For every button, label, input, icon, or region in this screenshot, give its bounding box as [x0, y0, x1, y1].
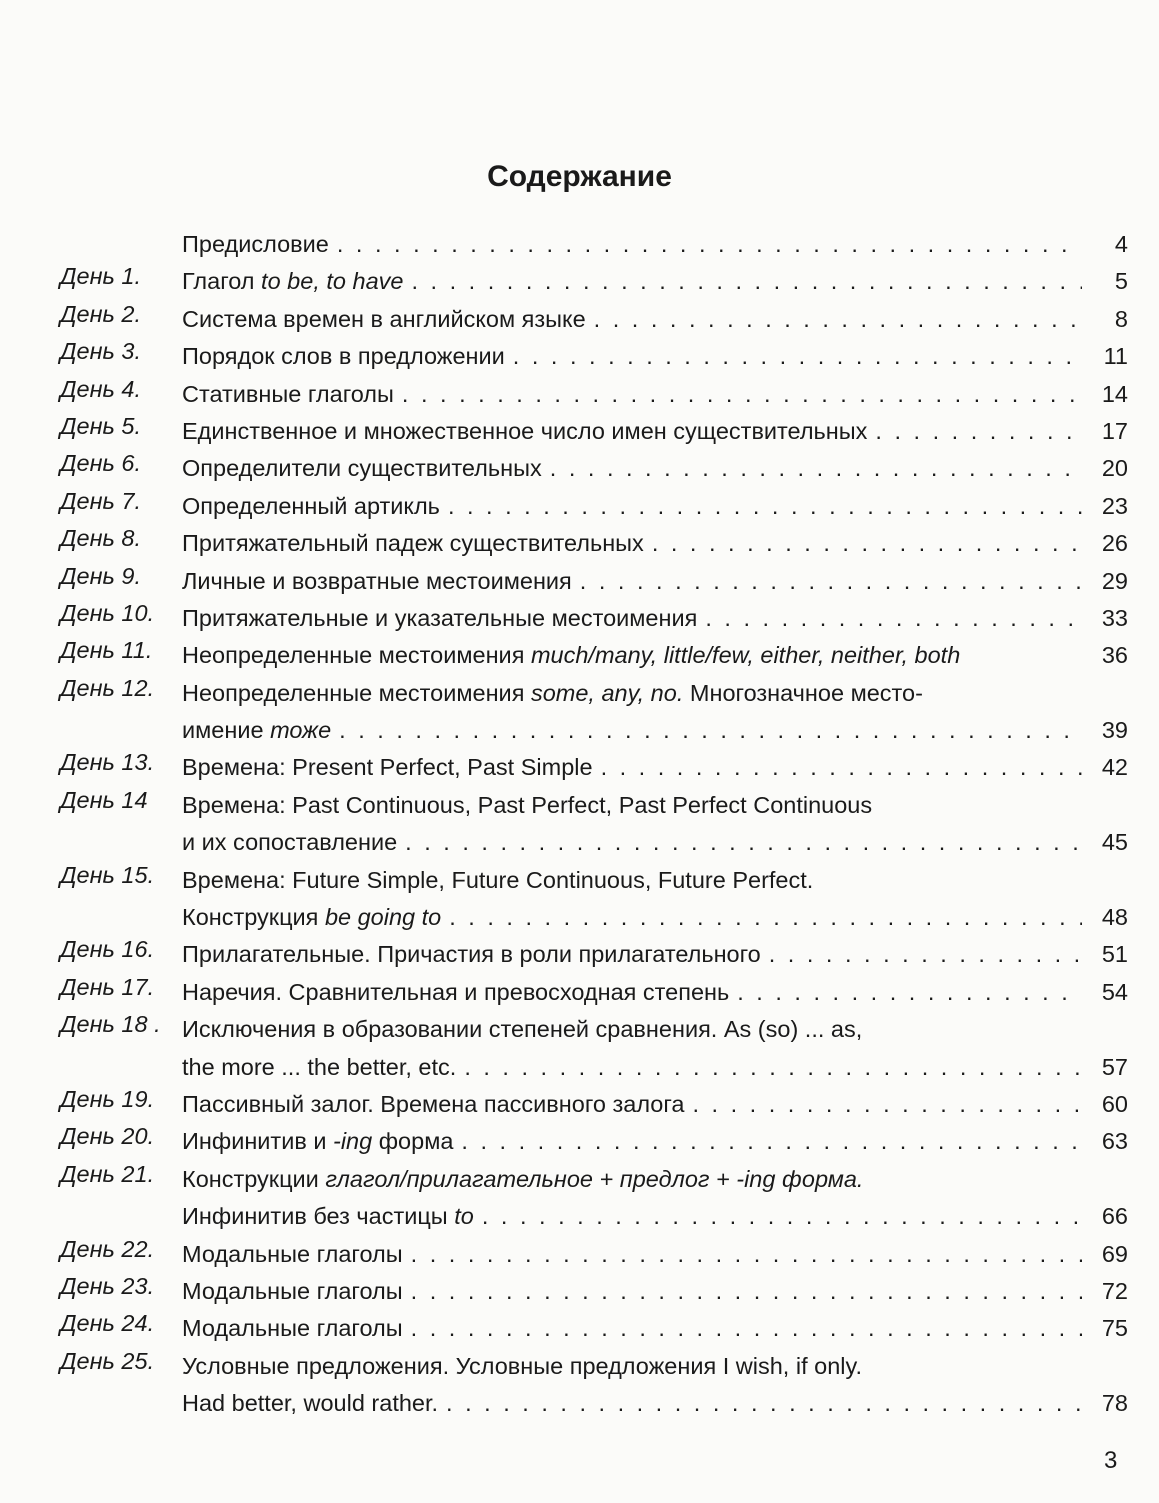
dot-leader — [448, 488, 1082, 525]
toc-line — [182, 712, 1128, 749]
toc-page-number: 11 — [1103, 343, 1128, 370]
toc-title: Порядок слов в предложении — [182, 343, 505, 370]
toc-title: Стативные глаголы — [182, 380, 394, 407]
toc-entry — [60, 450, 1128, 487]
dot-leader — [769, 936, 1082, 973]
toc-line — [182, 787, 1128, 824]
toc-page-number: 23 — [1101, 492, 1128, 519]
toc-day-label: День 3. — [60, 338, 142, 365]
toc-title: Притяжательные и указательные местоимения — [182, 604, 698, 631]
toc-title: Прилагательные. Причастия в роли прилагательного — [182, 941, 761, 968]
toc-line — [182, 1310, 1128, 1347]
toc-entry — [60, 338, 1128, 375]
table-of-contents — [60, 226, 1128, 1423]
dot-leader — [580, 563, 1082, 600]
toc-title: Модальные глаголы — [182, 1315, 403, 1342]
toc-day-label: День 15. — [60, 861, 155, 888]
toc-day-label: День 17. — [60, 973, 155, 1000]
toc-title: Условные предложения. Условные предложения I wish, if only. — [182, 1352, 863, 1379]
toc-line — [182, 974, 1128, 1011]
dot-leader — [411, 1310, 1082, 1347]
toc-entry — [60, 862, 1128, 937]
dot-leader — [411, 1236, 1082, 1273]
dot-leader — [339, 712, 1082, 749]
toc-entry — [60, 488, 1128, 525]
toc-line — [182, 749, 1128, 786]
toc-title: Определители существительных — [182, 455, 542, 482]
dot-leader — [513, 338, 1082, 375]
toc-entry — [60, 675, 1128, 750]
toc-title: Система времен в английском языке — [182, 305, 586, 332]
toc-day-label: День 21. — [60, 1160, 155, 1187]
dot-leader — [737, 974, 1082, 1011]
toc-line — [182, 450, 1128, 487]
page-title: Содержание — [487, 160, 672, 193]
toc-day-label: День 1. — [60, 263, 142, 290]
toc-line — [182, 1348, 1128, 1385]
dot-leader — [482, 1198, 1082, 1235]
dot-leader — [411, 1273, 1082, 1310]
toc-entry — [60, 1123, 1128, 1160]
toc-day-label: День 12. — [60, 674, 155, 701]
dot-leader — [594, 301, 1082, 338]
toc-line — [182, 936, 1128, 973]
toc-day-label: День 19. — [60, 1085, 155, 1112]
toc-title: Неопределенные местоимения some, any, no. Многозначное место- — [182, 679, 923, 706]
dot-leader — [449, 899, 1082, 936]
toc-day-label: День 24. — [60, 1310, 155, 1337]
toc-day-label: День 11. — [60, 637, 153, 664]
toc-day-label: День 25. — [60, 1347, 155, 1374]
toc-entry — [60, 1236, 1128, 1273]
toc-page-number: 33 — [1101, 604, 1128, 631]
toc-title: Пассивный залог. Времена пассивного залога — [182, 1090, 685, 1117]
dot-leader — [693, 1086, 1083, 1123]
toc-title: Неопределенные местоимения much/many, little/few, either, neither, both — [182, 642, 961, 669]
dot-leader — [402, 376, 1082, 413]
dot-leader — [405, 824, 1082, 861]
toc-day-label: День 14 — [60, 786, 148, 813]
toc-entry — [60, 413, 1128, 450]
toc-entry — [60, 1273, 1128, 1310]
dot-leader — [601, 749, 1082, 786]
dot-leader — [464, 1049, 1082, 1086]
toc-entry — [60, 1310, 1128, 1347]
toc-title: Определенный артикль — [182, 492, 440, 519]
toc-page-number: 39 — [1101, 717, 1128, 744]
toc-page-number: 75 — [1101, 1315, 1128, 1342]
toc-line — [182, 226, 1128, 263]
toc-title: Времена: Present Perfect, Past Simple — [182, 754, 593, 781]
toc-page-number: 45 — [1101, 829, 1128, 856]
toc-page-number: 51 — [1101, 941, 1128, 968]
toc-line — [182, 263, 1128, 300]
toc-title: Конструкция be going to — [182, 904, 442, 931]
toc-line — [182, 301, 1128, 338]
toc-line — [182, 862, 1128, 899]
toc-line — [182, 600, 1128, 637]
toc-line — [182, 1273, 1128, 1310]
toc-title: Личные и возвратные местоимения — [182, 567, 572, 594]
toc-page-number: 4 — [1114, 231, 1128, 257]
toc-line — [182, 1123, 1128, 1160]
toc-title: Модальные глаголы — [182, 1240, 403, 1267]
toc-page-number: 48 — [1101, 904, 1128, 931]
toc-line — [182, 563, 1128, 600]
toc-entry — [60, 637, 1128, 674]
toc-page-number: 66 — [1101, 1203, 1128, 1230]
toc-title: Модальные глаголы — [182, 1277, 403, 1304]
toc-page-number: 69 — [1101, 1240, 1128, 1267]
toc-title: Единственное и множественное число имен существительных — [182, 417, 868, 444]
toc-entry — [60, 749, 1128, 786]
toc-page-number: 63 — [1101, 1128, 1128, 1155]
toc-day-label: День 16. — [60, 936, 155, 963]
dot-leader — [652, 525, 1082, 562]
toc-line — [182, 1086, 1128, 1123]
toc-line — [182, 1011, 1128, 1048]
toc-entry — [60, 936, 1128, 973]
dot-leader — [461, 1123, 1082, 1160]
toc-title: Исключения в образовании степеней сравнения. As (so) ... as, — [182, 1016, 863, 1043]
toc-line — [182, 1049, 1128, 1086]
toc-entry — [60, 263, 1128, 300]
toc-line — [182, 1161, 1128, 1198]
toc-day-label: День 2. — [60, 300, 142, 327]
toc-day-label: День 13. — [60, 749, 155, 776]
toc-entry — [60, 787, 1128, 862]
toc-line — [182, 1198, 1128, 1235]
toc-page-number: 8 — [1114, 305, 1128, 332]
dot-leader — [337, 226, 1082, 263]
toc-entry — [60, 1086, 1128, 1123]
toc-page-number: 20 — [1101, 455, 1128, 482]
toc-entry — [60, 226, 1128, 263]
toc-day-label: День 6. — [60, 450, 142, 477]
toc-entry — [60, 376, 1128, 413]
toc-page-number: 54 — [1101, 978, 1128, 1005]
toc-day-label: День 7. — [60, 487, 142, 514]
dot-leader — [875, 413, 1082, 450]
toc-entry — [60, 1011, 1128, 1086]
toc-entry — [60, 1348, 1128, 1423]
toc-line — [182, 376, 1128, 413]
toc-line — [182, 488, 1128, 525]
toc-title: и их сопоставление — [182, 829, 398, 856]
dot-leader — [411, 263, 1082, 300]
toc-entry — [60, 301, 1128, 338]
dot-leader — [446, 1385, 1082, 1422]
toc-title: Had better, would rather. — [182, 1390, 439, 1417]
toc-title: Времена: Future Simple, Future Continuous, Future Perfect. — [182, 866, 814, 893]
toc-line — [182, 824, 1128, 861]
toc-page-number: 14 — [1101, 380, 1128, 407]
toc-title: имение тоже — [182, 717, 332, 744]
toc-title: Времена: Past Continuous, Past Perfect, Past Perfect Continuous — [182, 791, 873, 818]
toc-title: Наречия. Сравнительная и превосходная степень — [182, 978, 730, 1005]
toc-line — [182, 637, 1128, 674]
toc-page-number: 36 — [1101, 642, 1128, 669]
toc-entry — [60, 525, 1128, 562]
toc-line — [182, 675, 1128, 712]
toc-line — [182, 899, 1128, 936]
toc-day-label: День 10. — [60, 599, 155, 626]
toc-line — [182, 338, 1128, 375]
toc-title: Предисловие — [182, 231, 329, 257]
toc-page-number: 72 — [1101, 1277, 1128, 1304]
toc-title: Инфинитив и -ing форма — [182, 1128, 454, 1155]
toc-page-number: 26 — [1101, 530, 1128, 557]
dot-leader — [550, 450, 1082, 487]
toc-entry — [60, 600, 1128, 637]
toc-line — [182, 1236, 1128, 1273]
toc-page-number: 78 — [1101, 1390, 1128, 1417]
toc-line — [182, 413, 1128, 450]
toc-page-number: 57 — [1101, 1053, 1128, 1080]
toc-title: the more ... the better, etc. — [182, 1053, 457, 1080]
dot-leader — [705, 600, 1082, 637]
toc-title: Глагол to be, to have — [182, 268, 404, 295]
toc-day-label — [60, 226, 182, 263]
toc-day-label: День 8. — [60, 525, 142, 552]
toc-line — [182, 1385, 1128, 1422]
toc-page-number: 42 — [1101, 754, 1128, 781]
toc-page-number: 29 — [1101, 567, 1128, 594]
toc-day-label: День 18 . — [60, 1011, 161, 1038]
toc-title: Притяжательный падеж существительных — [182, 530, 644, 557]
toc-day-label: День 5. — [60, 412, 142, 439]
toc-day-label: День 9. — [60, 562, 142, 589]
toc-title: Конструкции глагол/прилагательное + предлог + -ing форма. — [182, 1165, 864, 1192]
toc-title: Инфинитив без частицы to — [182, 1203, 474, 1230]
toc-page-number: 60 — [1101, 1090, 1128, 1117]
toc-day-label: День 20. — [60, 1123, 155, 1150]
toc-entry — [60, 563, 1128, 600]
toc-day-label: День 23. — [60, 1272, 155, 1299]
toc-line — [182, 525, 1128, 562]
toc-day-label: День 4. — [60, 375, 142, 402]
toc-page-number: 17 — [1101, 417, 1128, 444]
toc-day-label: День 22. — [60, 1235, 155, 1262]
toc-entry — [60, 1161, 1128, 1236]
toc-entry — [60, 974, 1128, 1011]
page-number: 3 — [1104, 1447, 1118, 1474]
toc-page-number: 5 — [1114, 268, 1128, 295]
